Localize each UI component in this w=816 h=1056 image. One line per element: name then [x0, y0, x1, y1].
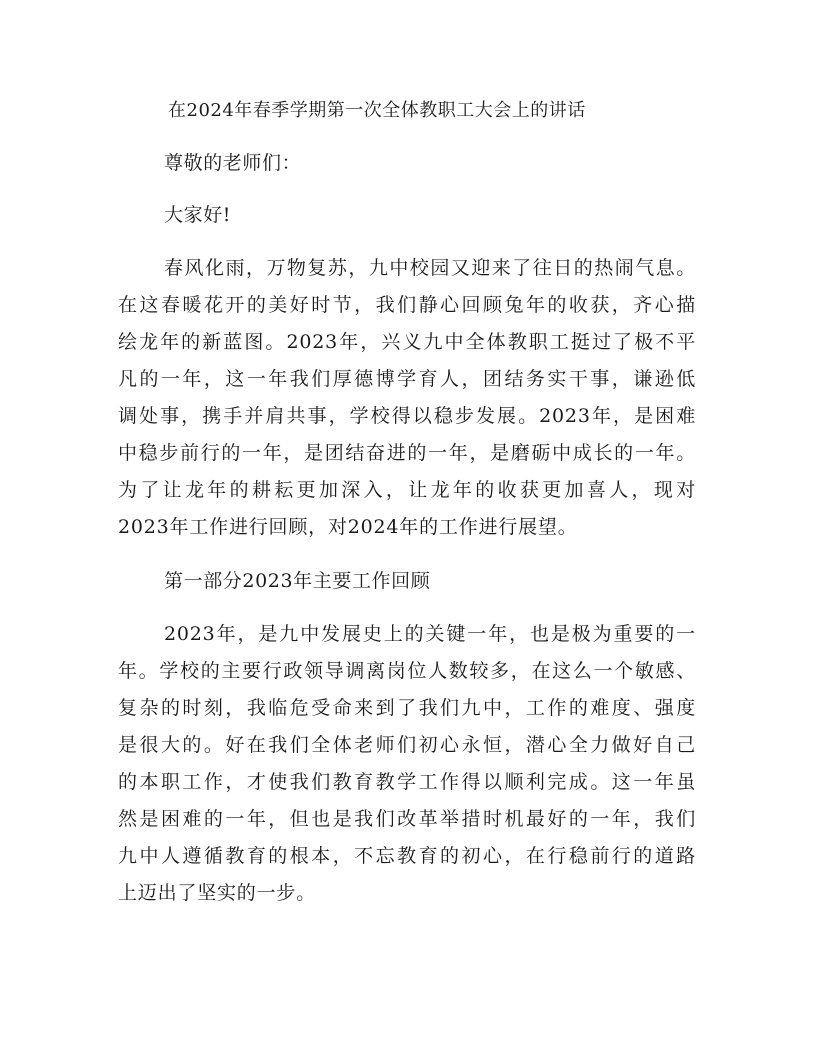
paragraph-line: 调处事，携手并肩共事，学校得以稳步发展。2023年，是困难: [118, 405, 696, 427]
paragraph-line: 是很大的。好在我们全体老师们初心永恒，潜心全力做好自己: [118, 734, 696, 756]
paragraph-line: 九中人遵循教育的根本，不忘教育的初心，在行稳前行的道路: [118, 845, 696, 867]
paragraph-line: 年。学校的主要行政领导调离岗位人数较多，在这么一个敏感、: [118, 660, 696, 682]
paragraph-line: 中稳步前行的一年，是团结奋进的一年，是磨砺中成长的一年。: [118, 442, 696, 464]
paragraph-line: 2023年工作进行回顾，对2024年的工作进行展望。: [118, 516, 578, 538]
greeting: 大家好!: [164, 204, 232, 226]
paragraph-line: 复杂的时刻，我临危受命来到了我们九中，工作的难度、强度: [118, 697, 696, 719]
paragraph-line: 凡的一年，这一年我们厚德博学育人，团结务实干事，谦逊低: [118, 368, 696, 390]
paragraph-line: 的本职工作，才使我们教育教学工作得以顺利完成。这一年虽: [118, 771, 696, 793]
paragraph-opening: [118, 250, 696, 546]
document-title: 在2024年春季学期第一次全体教职工大会上的讲话: [168, 100, 586, 121]
salutation: 尊敬的老师们：: [164, 152, 302, 174]
paragraph-line: 绘龙年的新蓝图。2023年，兴义九中全体教职工挺过了极不平: [118, 331, 696, 353]
document-page: [118, 94, 696, 912]
paragraph-line: 上迈出了坚实的一步。: [118, 882, 317, 904]
paragraph-review: [118, 616, 696, 912]
paragraph-line: 为了让龙年的耕耘更加深入，让龙年的收获更加喜人，现对: [118, 479, 696, 501]
section-heading: 第一部分2023年主要工作回顾: [164, 570, 431, 592]
paragraph-line: 2023年，是九中发展史上的关键一年，也是极为重要的一: [164, 623, 696, 645]
paragraph-line: 春风化雨，万物复苏，九中校园又迎来了往日的热闹气息。: [164, 257, 696, 279]
paragraph-line: 然是困难的一年，但也是我们改革举措时机最好的一年，我们: [118, 808, 696, 830]
paragraph-line: 在这春暖花开的美好时节，我们静心回顾兔年的收获，齐心描: [118, 294, 696, 316]
